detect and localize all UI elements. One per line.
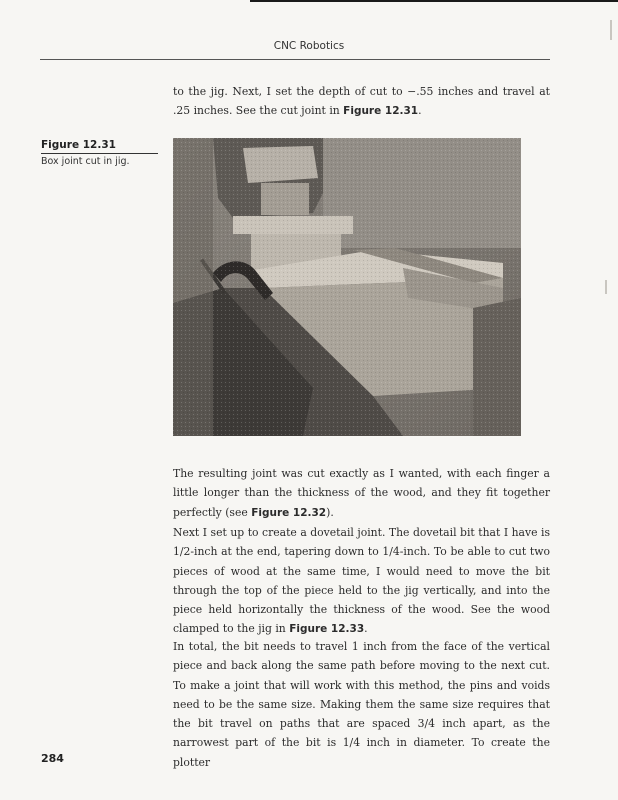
paragraph-1	[173, 82, 550, 122]
running-head: CNC Robotics	[273, 40, 345, 52]
figure-ref-12-32: Figure 12.32	[251, 506, 327, 519]
figure-label: Figure 12.31	[41, 139, 116, 151]
header-rule	[40, 59, 550, 60]
paragraph-2	[173, 464, 550, 523]
paragraph-1-text: to the jig. Next, I set the depth of cut to −.55 inches and travel at .25 inches. See the cut joint in	[173, 85, 550, 118]
scan-artifact	[605, 280, 607, 294]
figure-ref-12-31: Figure 12.31	[343, 105, 419, 118]
paragraph-3-text: Next I set up to create a dovetail joint. The dovetail bit that I have is 1/2-inch at the end, tapering down to 1/4-inch. To be able to cut two pieces of wood at the same time, I would need to move the bit through the top of the piece held to the jig vertically, and into the piece held horizontally the thickness of the wood. See the wood clamped to the jig in	[173, 526, 550, 636]
paragraph-2-text: The resulting joint was cut exactly as I wanted, with each finger a little longer than the thickness of the wood, and they fit together perfectly (see	[173, 467, 550, 519]
figure-ref-12-33: Figure 12.33	[289, 623, 365, 636]
figure-label-rule	[41, 153, 158, 154]
page-number: 284	[41, 752, 64, 765]
paragraph-1-end: .	[418, 104, 422, 118]
paragraph-4: In total, the bit needs to travel 1 inch from the face of the vertical piece and back along the same path before moving to the next cut. To make a joint that will work with this method, the pins and voids need to be the same size. Making them the same size requires that the bit travel on paths that are spaced 3/4 inch apart, as the narrowest part of the bit is 1/4 inch in diameter. To create the plotter	[173, 640, 550, 769]
scan-artifact	[610, 20, 612, 40]
scan-top-bar	[250, 0, 618, 2]
paragraph-3	[173, 523, 550, 640]
photo-illustration	[173, 138, 521, 436]
figure-caption: Box joint cut in jig.	[41, 156, 130, 167]
figure-photo-box-joint	[173, 138, 521, 436]
paragraph-3-end: .	[364, 622, 368, 636]
paragraph-2-end: ).	[326, 505, 334, 519]
